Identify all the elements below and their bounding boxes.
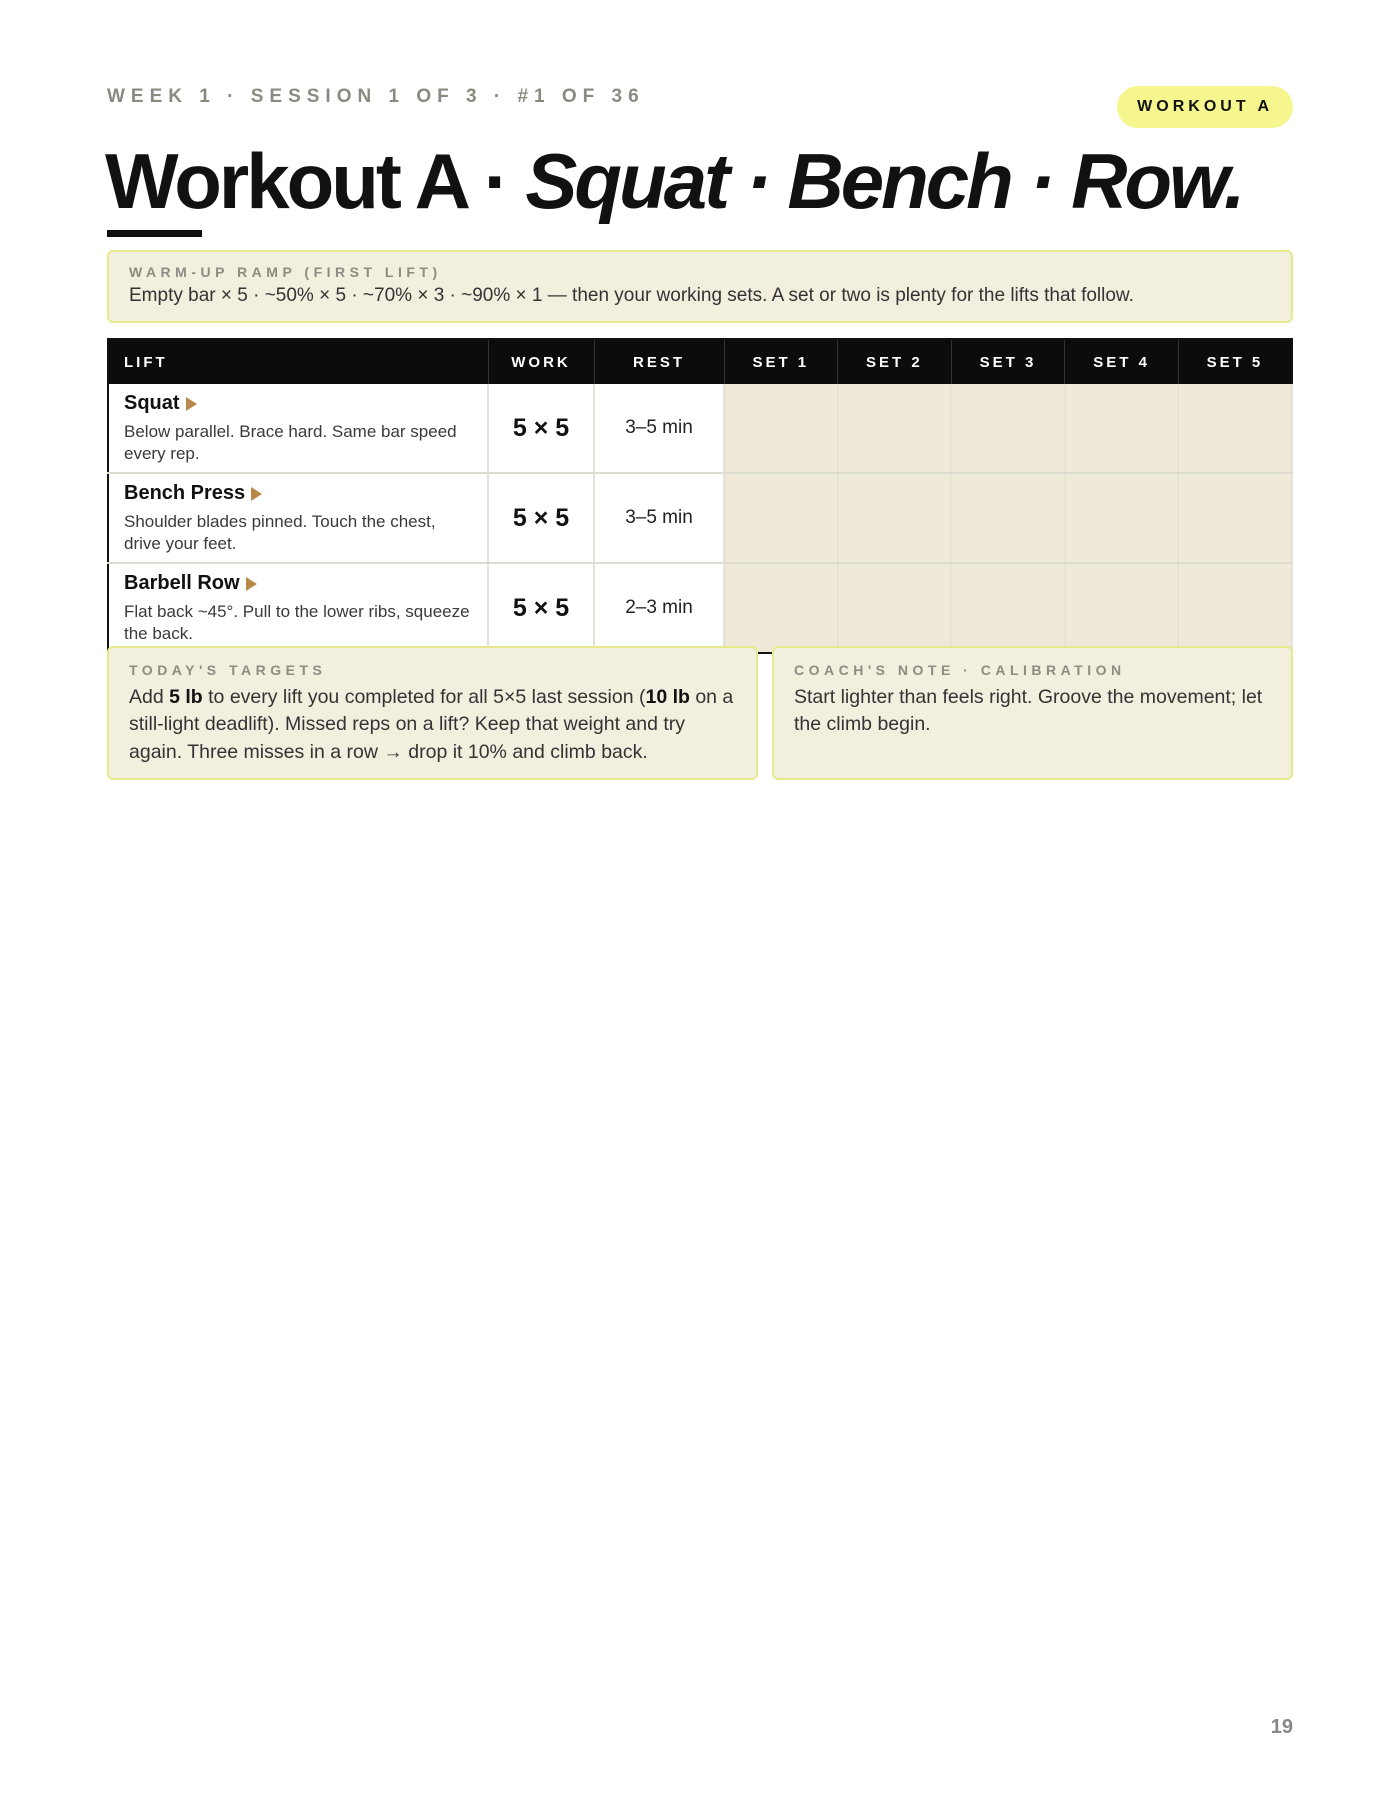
- set-2-cell[interactable]: [838, 563, 952, 653]
- col-header-set-1: SET 1: [724, 339, 838, 384]
- targets-text-1: Add: [129, 686, 170, 708]
- lift-name-text: Barbell Row: [124, 572, 240, 595]
- lift-cue: Shoulder blades pinned. Touch the chest, drive your feet.: [124, 512, 436, 553]
- lift-name: [124, 392, 473, 415]
- set-4-cell[interactable]: [1065, 473, 1179, 563]
- set-1-cell[interactable]: [724, 563, 838, 653]
- targets-bold-2: 10 lb: [645, 686, 690, 708]
- rest-cell: 2–3 min: [594, 563, 724, 653]
- lift-cue: Flat back ~45°. Pull to the lower ribs, squeeze the back.: [124, 602, 470, 643]
- set-3-cell[interactable]: [951, 384, 1065, 473]
- set-4-cell[interactable]: [1065, 384, 1179, 473]
- col-header-set-4: SET 4: [1065, 339, 1179, 384]
- title-underline: [107, 230, 202, 237]
- targets-text: [129, 684, 736, 766]
- warmup-panel: [107, 250, 1293, 323]
- table-header-row: [108, 339, 1292, 384]
- targets-bold-1: 5 lb: [169, 686, 203, 708]
- set-4-cell[interactable]: [1065, 563, 1179, 653]
- table-row: [108, 563, 1292, 653]
- lift-cue: Below parallel. Brace hard. Same bar speed every rep.: [124, 422, 457, 463]
- lift-name: [124, 482, 473, 505]
- set-3-cell[interactable]: [951, 563, 1065, 653]
- targets-panel: [107, 646, 758, 780]
- title-italic: Squat · Bench · Row.: [525, 137, 1243, 225]
- lift-name: [124, 572, 473, 595]
- coach-note-panel: [772, 646, 1293, 780]
- page-number: 19: [1270, 1716, 1293, 1738]
- page-title: [105, 137, 1243, 225]
- work-cell: 5 × 5: [488, 563, 594, 653]
- col-header-lift: LIFT: [108, 339, 488, 384]
- col-header-set-3: SET 3: [951, 339, 1065, 384]
- col-header-set-5: SET 5: [1178, 339, 1292, 384]
- work-cell: 5 × 5: [488, 473, 594, 563]
- workout-badge: WORKOUT A: [1117, 86, 1293, 128]
- col-header-work: WORK: [488, 339, 594, 384]
- rest-cell: 3–5 min: [594, 473, 724, 563]
- set-5-cell[interactable]: [1178, 563, 1292, 653]
- lift-cell: [108, 473, 488, 563]
- lift-cell: [108, 563, 488, 653]
- targets-text-3: on a still-light deadlift). Missed reps on a lift? Keep that weight and try again. Three misses in a row → drop it 10% and climb back.: [129, 686, 734, 763]
- lift-name-text: Squat: [124, 392, 180, 415]
- table-row: [108, 473, 1292, 563]
- col-header-rest: REST: [594, 339, 724, 384]
- set-2-cell[interactable]: [838, 473, 952, 563]
- table-row: [108, 384, 1292, 473]
- session-eyebrow: WEEK 1 · SESSION 1 OF 3 · #1 OF 36: [107, 86, 645, 107]
- targets-label: TODAY'S TARGETS: [129, 662, 327, 678]
- coach-text: Start lighter than feels right. Groove the movement; let the climb begin.: [794, 686, 1263, 736]
- warmup-label: WARM-UP RAMP (FIRST LIFT): [129, 264, 442, 280]
- set-2-cell[interactable]: [838, 384, 952, 473]
- title-plain: Workout A ·: [105, 137, 526, 225]
- set-1-cell[interactable]: [724, 473, 838, 563]
- set-3-cell[interactable]: [951, 473, 1065, 563]
- work-cell: 5 × 5: [488, 384, 594, 473]
- warmup-text: Empty bar × 5 · ~50% × 5 · ~70% × 3 · ~90% × 1 — then your working sets. A set or two is plenty for the lifts that follow.: [129, 285, 1134, 306]
- set-5-cell[interactable]: [1178, 473, 1292, 563]
- lift-name-text: Bench Press: [124, 482, 246, 505]
- set-5-cell[interactable]: [1178, 384, 1292, 473]
- set-1-cell[interactable]: [724, 384, 838, 473]
- coach-label: COACH'S NOTE · CALIBRATION: [794, 662, 1126, 678]
- targets-text-2: to every lift you completed for all 5×5 last session (: [202, 686, 646, 708]
- lift-table: [107, 338, 1293, 654]
- play-triangle-icon[interactable]: [251, 487, 262, 501]
- play-triangle-icon[interactable]: [186, 397, 197, 411]
- play-triangle-icon[interactable]: [246, 577, 257, 591]
- lift-cell: [108, 384, 488, 473]
- col-header-set-2: SET 2: [838, 339, 952, 384]
- rest-cell: 3–5 min: [594, 384, 724, 473]
